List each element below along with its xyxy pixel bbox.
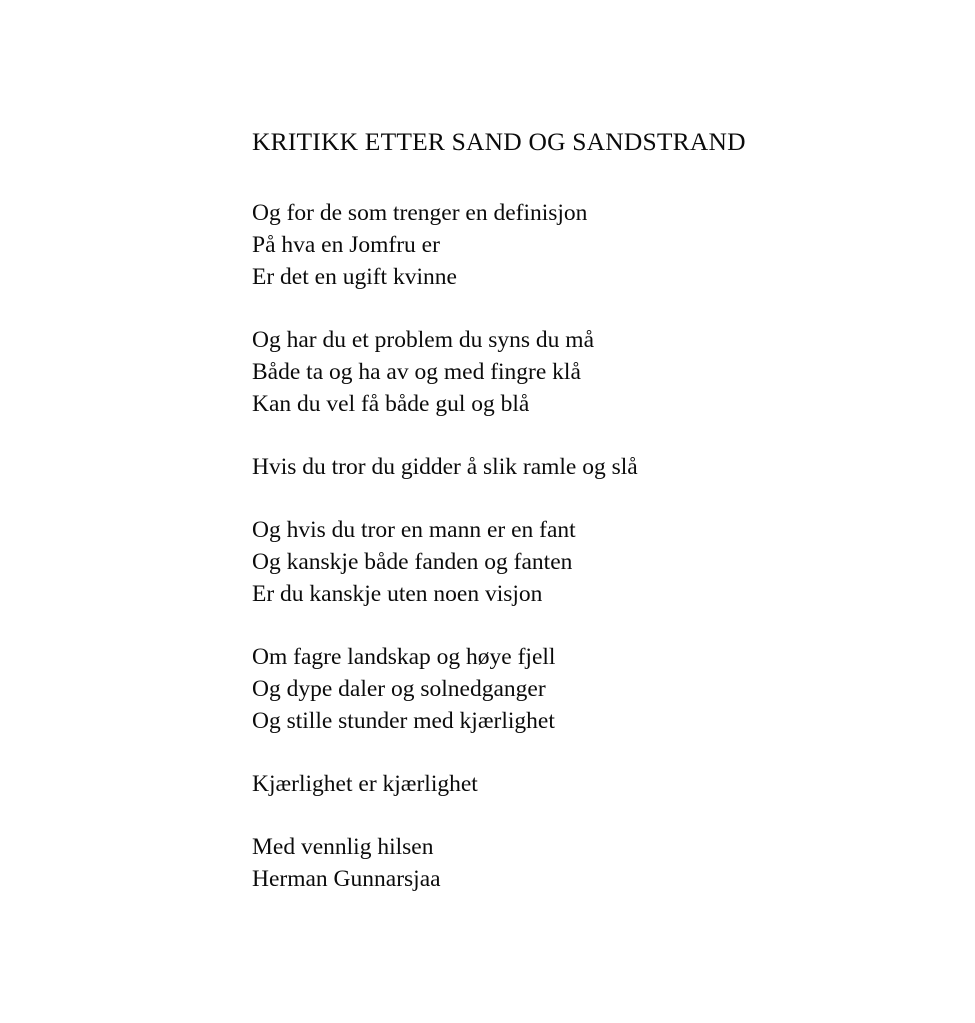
poem-line: Kjærlighet er kjærlighet — [252, 770, 478, 797]
page-title: KRITIKK ETTER SAND OG SANDSTRAND — [252, 127, 746, 156]
poem-line: Og dype daler og solnedganger — [252, 675, 546, 702]
poem-line: Er det en ugift kvinne — [252, 263, 457, 290]
poem-line: Og kanskje både fanden og fanten — [252, 548, 573, 575]
poem-line: Om fagre landskap og høye fjell — [252, 643, 556, 670]
poem-line: Både ta og ha av og med fingre klå — [252, 358, 581, 385]
poem-body — [252, 126, 872, 895]
stanza — [252, 451, 872, 483]
poem-line: Er du kanskje uten noen visjon — [252, 580, 543, 607]
poem-line: Kan du vel få både gul og blå — [252, 390, 530, 417]
signature-block — [252, 831, 872, 895]
stanza — [252, 197, 872, 293]
signature-closing: Med vennlig hilsen — [252, 833, 434, 860]
stanza — [252, 768, 872, 800]
poem-line: Og hvis du tror en mann er en fant — [252, 516, 576, 543]
poem-line: Hvis du tror du gidder å slik ramle og slå — [252, 453, 638, 480]
stanza — [252, 641, 872, 737]
stanza — [252, 324, 872, 420]
poem-line: Og stille stunder med kjærlighet — [252, 707, 555, 734]
poem-line: På hva en Jomfru er — [252, 231, 440, 258]
signature-name: Herman Gunnarsjaa — [252, 865, 441, 892]
stanza — [252, 514, 872, 610]
poem-line: Og har du et problem du syns du må — [252, 326, 595, 353]
poem-line: Og for de som trenger en definisjon — [252, 199, 588, 226]
